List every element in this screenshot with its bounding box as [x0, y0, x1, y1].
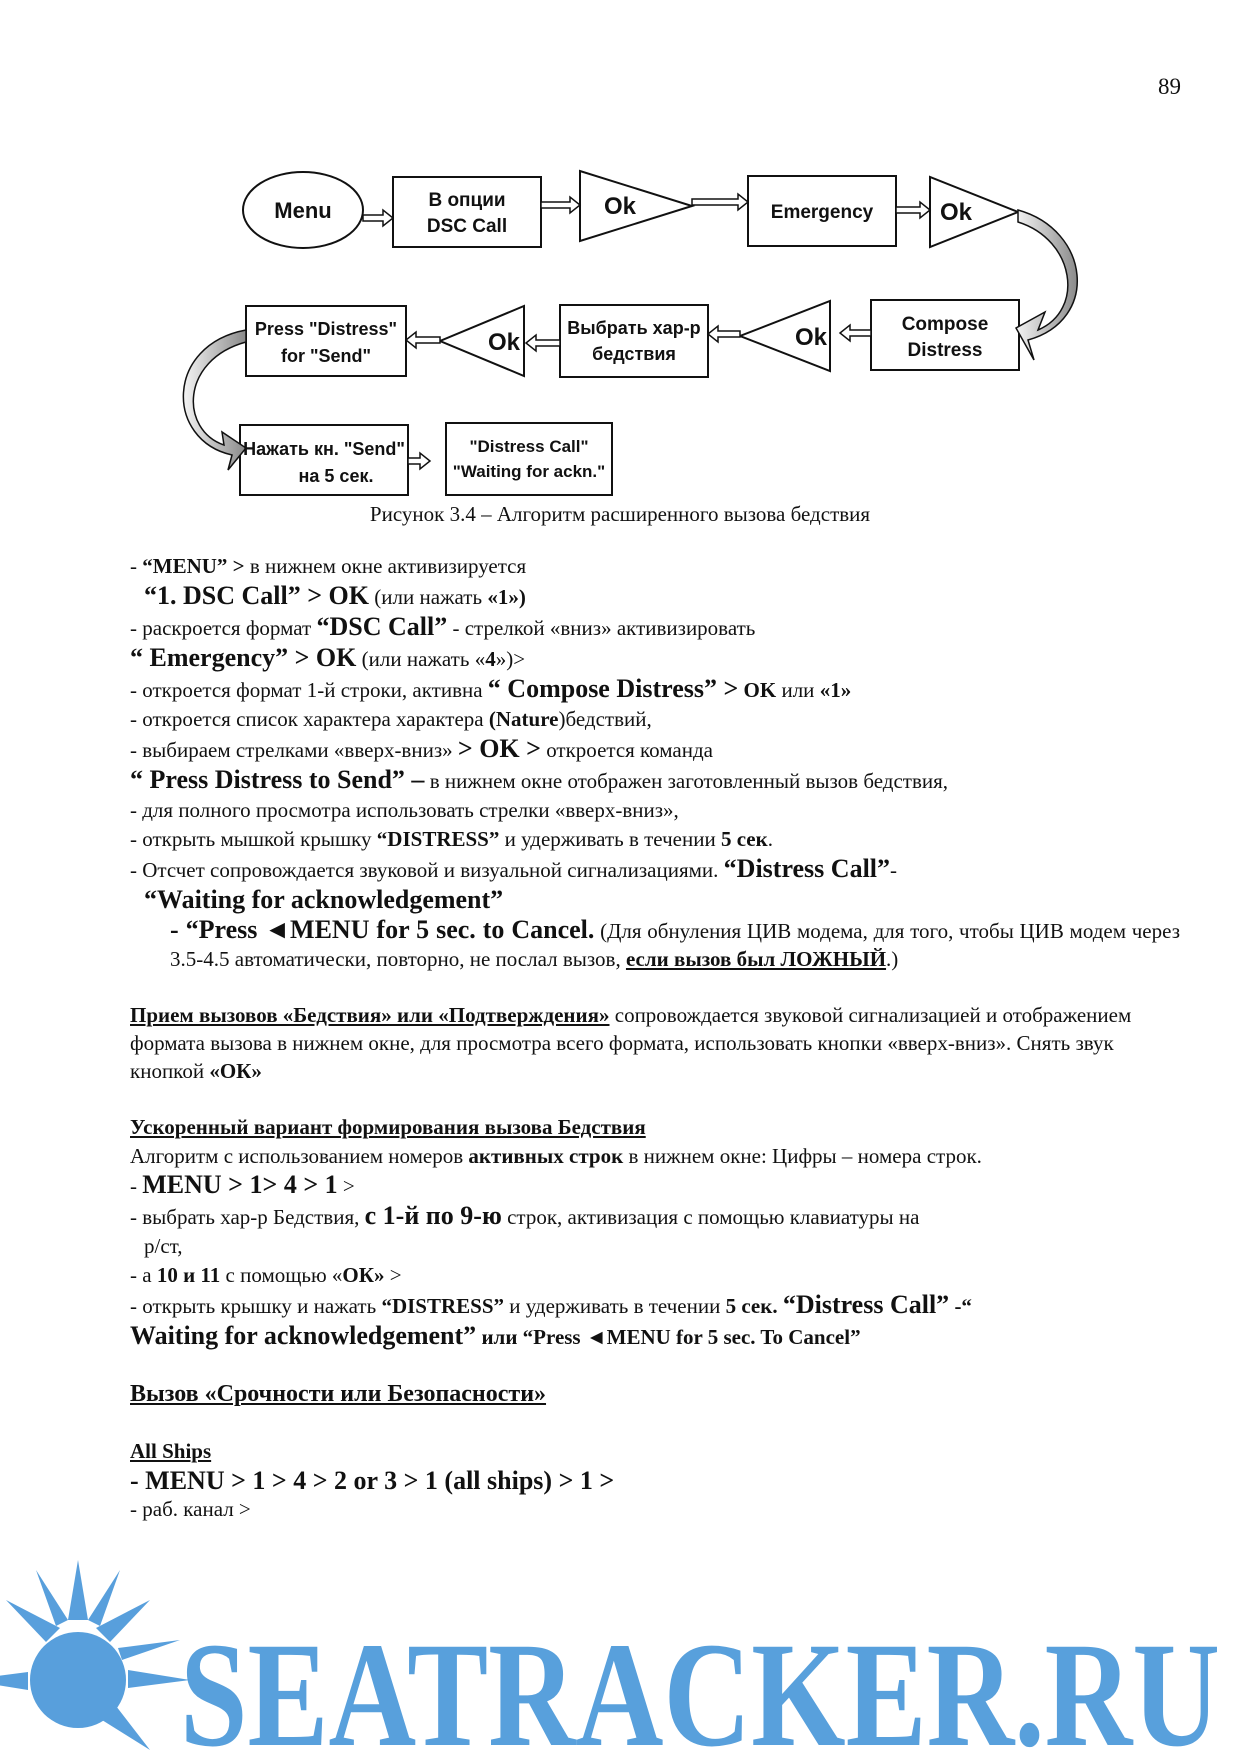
select-nature-node: [560, 305, 708, 377]
flowchart-diagram: [0, 0, 1240, 540]
arrow-5: [840, 325, 871, 341]
line-emergency: “ Emergency” > OK (или нажать «4»)>: [130, 643, 526, 672]
arrow-4: [896, 202, 930, 218]
line-menu: - “MENU” > в нижнем окне активизируется: [130, 554, 527, 578]
arrow-8: [406, 332, 440, 348]
result-node: [446, 423, 612, 495]
line-select: - выбираем стрелками «вверх-вниз» > OK > откроется команда: [130, 734, 713, 763]
line-dsc-call: “1. DSC Call” > OK (или нажать «1»): [144, 581, 526, 610]
line-distress-hold: - открыть крышку и нажать “DISTRESS” и удерживать в течении 5 сек. “Distress Call” -“: [130, 1290, 972, 1319]
line-waiting-cancel: Waiting for acknowledgement” или “Press ◄MENU for 5 sec. To Cancel”: [130, 1321, 861, 1350]
line-press-send: “ Press Distress to Send” – в нижнем окне отображен заготовленный вызов бедствия,: [130, 765, 949, 794]
emergency-label: Emergency: [770, 202, 874, 223]
arrow-3: [692, 194, 748, 210]
select-label-1: Выбрать хар-р: [567, 318, 701, 338]
arrow-9: [408, 453, 430, 469]
ok-label-4: Ok: [488, 329, 521, 356]
compose-label-2: Distress: [907, 340, 983, 361]
result-label-1: "Distress Call": [469, 437, 589, 456]
watermark: [0, 1560, 1240, 1754]
push-label-1: Нажать кн. "Send": [243, 439, 405, 459]
curve-right: [1016, 210, 1077, 360]
dsc-options-label-2: DSC Call: [426, 216, 508, 237]
line-dsc-format: - раскроется формат “DSC Call” - стрелкой «вниз» активизировать: [130, 612, 756, 641]
arrow-6: [708, 326, 740, 342]
line-select-nature: - выбрать хар-р Бедствия, с 1-й по 9-ю строк, активизация с помощью клавиатуры на: [130, 1201, 920, 1230]
select-label-2: бедствия: [592, 344, 676, 364]
heading-fast-distress: Ускоренный вариант формирования вызова Бедствия: [130, 1115, 646, 1139]
heading-all-ships: All Ships: [130, 1439, 212, 1463]
line-view: - для полного просмотра использовать стрелки «вверх-вниз»,: [130, 798, 679, 822]
paragraph-algorithm: Алгоритм с использованием номеров активных строк в нижнем окне: Цифры – номера строк.: [130, 1144, 982, 1168]
arrow-2: [541, 197, 580, 213]
ok-label-3: Ok: [795, 324, 828, 351]
ok-label-1: Ok: [604, 193, 637, 220]
push-label-2: на 5 сек.: [298, 466, 374, 486]
line-work-channel: - раб. канал >: [130, 1497, 251, 1521]
document-body: [130, 552, 1180, 1524]
ok-label-2: Ok: [940, 199, 973, 226]
line-menu-sequence: - MENU > 1> 4 > 1 >: [130, 1170, 355, 1199]
press-label-1: Press "Distress": [254, 319, 398, 339]
compose-label-1: Compose: [901, 314, 989, 335]
line-cancel: - “Press ◄MENU for 5 sec. to Cancel. (Для обнуления ЦИВ модема, для того, чтобы ЦИВ модем через 3.5-4.5 автоматически, повторно, не послал вызов, если вызов был ЛОЖНЫЙ.): [170, 915, 1180, 971]
heading-urgency-safety: Вызов «Срочности или Безопасности»: [130, 1381, 547, 1407]
page-number: 89: [1158, 74, 1181, 99]
arrow-1: [363, 210, 393, 226]
line-open-cover: - открыть мышкой крышку “DISTRESS” и удерживать в течении 5 сек.: [130, 827, 773, 851]
paragraph-reception: Прием вызовов «Бедствия» или «Подтверждения» сопровождается звуковой сигнализацией и отображением формата вызова в нижнем окне, для просмотра всего формата, использовать кнопки «вверх-вниз». Снять звук кнопкой «ОК»: [130, 1003, 1132, 1083]
line-all-ships-menu: - MENU > 1 > 4 > 2 or 3 > 1 (all ships) > 1 >: [130, 1466, 615, 1495]
figure-caption: Рисунок 3.4 – Алгоритм расширенного вызова бедствия: [369, 502, 871, 526]
curve-left: [183, 330, 246, 470]
line-waiting: “Waiting for acknowledgement”: [144, 885, 504, 914]
press-label-2: for "Send": [280, 346, 372, 366]
line-compose: - откроется формат 1-й строки, активна “ Compose Distress” > OK или «1»: [130, 674, 852, 703]
line-ok-rows: - а 10 и 11 с помощью «ОК» >: [130, 1263, 402, 1287]
line-countdown: - Отсчет сопровождается звуковой и визуальной сигнализациями. “Distress Call”-: [130, 854, 898, 883]
line-nature: - откроется список характера характера (Nature)бедствий,: [130, 707, 652, 731]
arrow-7: [526, 335, 560, 351]
result-label-2: "Waiting for ackn.": [452, 462, 606, 481]
sun-icon: [0, 1560, 190, 1750]
line-station: р/ст,: [144, 1234, 183, 1258]
watermark-text: SEATRACKER.RU: [180, 1612, 1220, 1754]
menu-label: Menu: [274, 198, 332, 223]
dsc-options-label-1: В опции: [428, 190, 506, 211]
